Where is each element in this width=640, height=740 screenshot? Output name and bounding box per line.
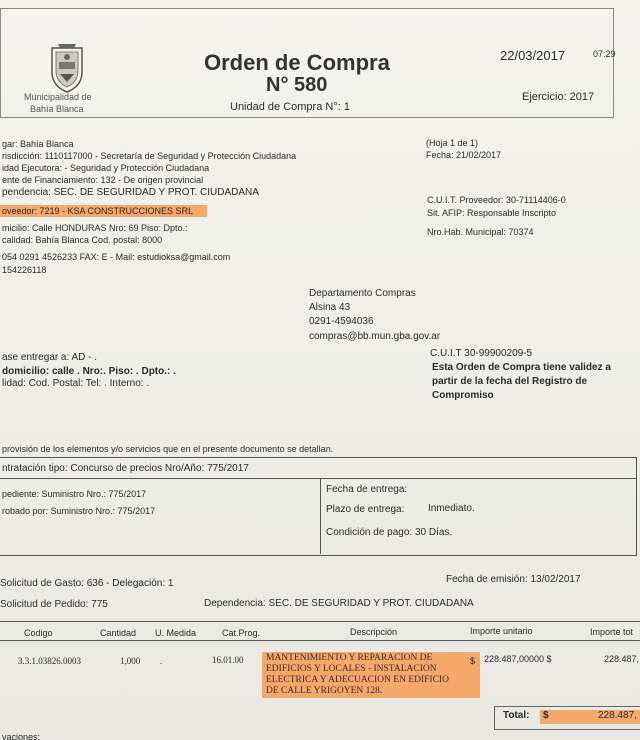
municipal-seal-icon	[48, 42, 86, 94]
order-number: N° 580	[266, 74, 328, 96]
request-dependency: Dependencia: SEC. DE SEGURIDAD Y PROT. CIUDADANA	[204, 598, 474, 609]
col-medida: U. Medida	[155, 628, 197, 638]
dependencia: pendencia: SEC. DE SEGURIDAD Y PROT. CIUDADANA	[2, 187, 259, 198]
emission-date: Fecha de emisión: 13/02/2017	[446, 574, 581, 585]
supplier-license: Nro.Hab. Municipal: 70374	[427, 227, 534, 237]
validity-line2: partir de la fecha del Registro de	[432, 376, 588, 387]
compras-address: Alsina 43	[309, 302, 351, 313]
item-description-line4: DE CALLE YRIGOYEN 128.	[266, 686, 383, 696]
provision-note: provisión de los elementos y/o servicios que en el presente documento se detallan.	[2, 444, 334, 454]
delivery-term-label: Plazo de entrega:	[326, 504, 405, 515]
col-codigo: Codigo	[24, 628, 53, 638]
expediente: pediente: Suministro Nro.: 775/2017	[2, 489, 147, 499]
supplier-afip: Sit. AFIP: Responsable Inscripto	[427, 208, 557, 218]
validity-line1: Esta Orden de Compra tiene validez a	[432, 362, 611, 373]
item-code: 3.3.1.03826.0003	[18, 656, 81, 666]
item-description-line3: ELECTRICA Y ADECUACION EN EDIFICIO	[266, 675, 449, 685]
validity-line3: Compromiso	[432, 390, 494, 401]
supplier-locality: calidad: Bahía Blanca Cod. postal: 8000	[2, 235, 163, 245]
item-description	[262, 652, 480, 698]
item-description-line1: MANTENIMIENTO Y REPARACION DE	[266, 653, 433, 663]
item-quantity: 1,000	[120, 656, 141, 666]
supplier-address: micilio: Calle HONDURAS Nro: 69 Piso: Dpto.:	[2, 223, 188, 233]
col-cantidad: Cantidad	[100, 628, 137, 638]
col-catprog: Cat.Prog.	[222, 628, 261, 638]
item-total: 228.487,	[604, 654, 640, 664]
supplier-phone-2: 154226118	[2, 265, 47, 275]
fuente-financiamiento: ente de Financiamiento: 132 - De origen provincial	[2, 175, 204, 185]
contract-table-vdivider	[320, 478, 321, 554]
item-description-line2: EDIFICIOS Y LOCALES - INSTALACION	[266, 664, 437, 674]
compras-email: compras@bb.mun.gba.gov.ar	[309, 331, 441, 342]
delivery-term-value: Inmediato.	[428, 503, 475, 514]
col-total: Importe tot	[590, 627, 634, 637]
col-unitario: Importe unitario	[470, 626, 533, 636]
unidad-ejecutora: idad Ejecutora: - Seguridad y Protección Ciudadana	[2, 163, 210, 173]
payment-condition: Condición de pago: 30 Días.	[326, 527, 453, 538]
aprobado-por: robado por: Suministro Nro.: 775/2017	[2, 506, 156, 516]
page-count: (Hoja 1 de 1)	[426, 138, 479, 148]
document-title: Orden de Compra	[204, 50, 390, 75]
document-date: Fecha: 21/02/2017	[426, 150, 502, 160]
total-label: Total:	[503, 710, 530, 721]
purchase-unit: Unidad de Compra N°: 1	[230, 101, 350, 113]
item-unit: .	[160, 656, 163, 666]
delivery-locality: lidad: Cod. Postal: Tel: . Interno: .	[2, 378, 150, 389]
contract-type: ntratación tipo: Concurso de precios Nro/Año: 775/2017	[2, 463, 249, 474]
item-unit-price: 228.487,00000 $	[484, 654, 552, 664]
total-value: 228.487,	[598, 710, 637, 721]
issue-time: 07:29	[593, 49, 616, 59]
item-catprog: 16.01.00	[212, 655, 244, 665]
contract-table-divider	[0, 478, 636, 479]
compras-dept: Departamento Compras	[309, 288, 416, 299]
items-header-top	[0, 621, 640, 622]
supplier-phone: 054 0291 4526233 FAX: E - Mail: estudioksa@gmail.com	[2, 252, 231, 262]
delivery-date-label: Fecha de entrega:	[326, 484, 408, 495]
supplier-cuit: C.U.I.T. Proveedor: 30-71114406-0	[427, 195, 566, 205]
jurisdiccion: risdicción: 1110117000 - Secretaría de Seguridad y Protección Ciudadana	[2, 151, 297, 161]
observations-label: vaciones:	[2, 732, 41, 740]
delivery-place: ase entregar a: AD - .	[2, 352, 98, 363]
issue-date: 22/03/2017	[500, 48, 566, 63]
spending-request: Solicitud de Gasto: 636 - Delegación: 1	[0, 578, 174, 589]
municipal-cuit: C.U.I.T 30-99900209-5	[430, 348, 533, 359]
exercise-year: Ejercicio: 2017	[522, 91, 595, 103]
col-descripcion: Descripción	[350, 627, 398, 637]
lugar: gar: Bahía Blanca	[2, 139, 74, 149]
supplier-name: oveedor: 7219 - KSA CONSTRUCCIONES SRL	[0, 205, 207, 217]
item-unit-currency: $	[470, 656, 476, 666]
delivery-address: domicilio: calle . Nro:. Piso: . Dpto.: .	[2, 366, 176, 377]
org-name-line2: Bahía Blanca	[30, 104, 84, 114]
total-currency: $	[543, 710, 549, 721]
compras-phone: 0291-4594036	[309, 316, 374, 327]
items-header-bottom	[0, 640, 640, 641]
order-request: Solicitud de Pedido: 775	[0, 599, 108, 610]
org-name-line1: Municipalidad de	[24, 92, 92, 102]
